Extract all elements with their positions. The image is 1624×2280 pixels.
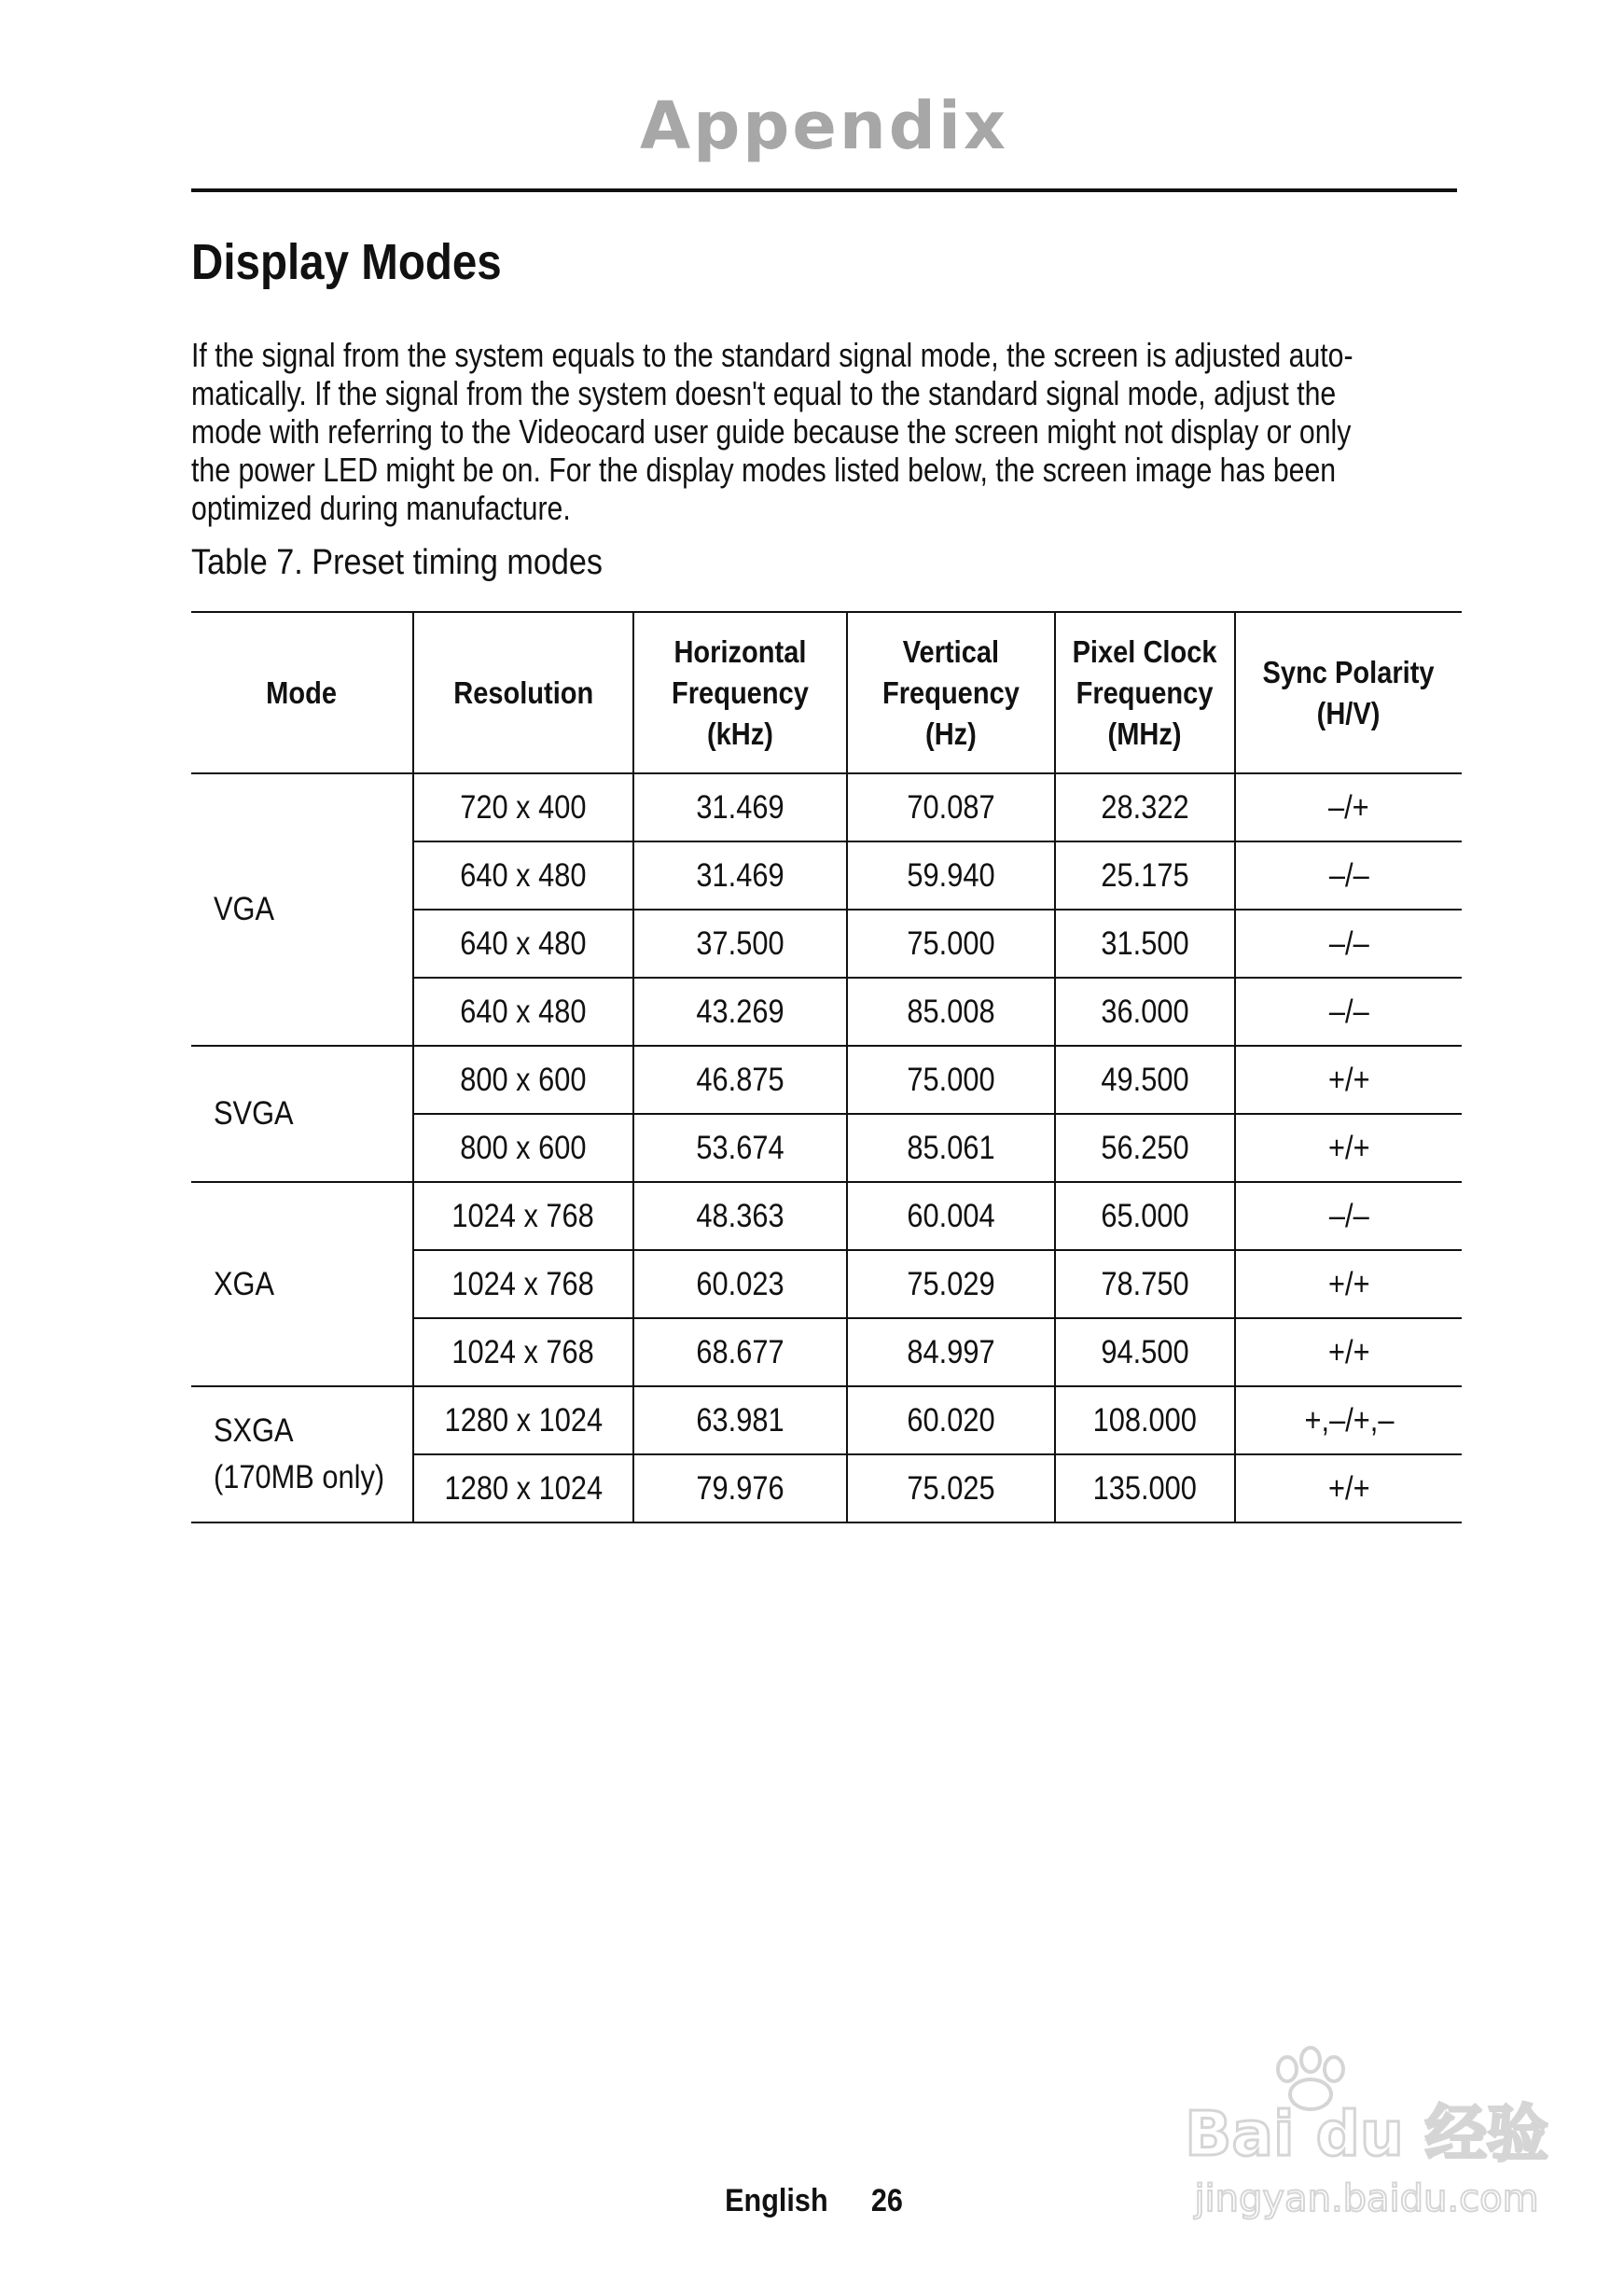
- pixel-clock-cell: [1055, 1182, 1235, 1250]
- cell-value: 800 x 600: [460, 1129, 587, 1166]
- h-frequency-cell: [633, 1318, 847, 1386]
- v-frequency-cell: [847, 841, 1055, 910]
- footer-page-number: 26: [870, 2183, 903, 2218]
- cell-value: 1024 x 768: [451, 1333, 595, 1370]
- cell-value: 78.750: [1101, 1265, 1189, 1302]
- cell-value: +/+: [1327, 1333, 1370, 1370]
- mode-label: SVGA: [214, 1095, 294, 1132]
- table-body: [191, 773, 1462, 1522]
- sync-polarity-cell: [1235, 1386, 1462, 1454]
- section-title: Display Modes: [191, 234, 502, 290]
- pixel-clock-cell: [1055, 978, 1235, 1046]
- cell-value: +/+: [1327, 1129, 1370, 1166]
- cell-value: 85.061: [907, 1129, 995, 1166]
- header-sync-polarity: [1235, 612, 1462, 773]
- intro-line: matically. If the signal from the system doesn't equal to the standard signal mode, adjust the: [191, 374, 1337, 412]
- sync-polarity-cell: [1235, 841, 1462, 910]
- sync-polarity-cell: [1235, 1114, 1462, 1182]
- resolution-cell: [413, 910, 633, 978]
- cell-value: +,–/+,–: [1304, 1401, 1394, 1439]
- table-row: [191, 1386, 1462, 1454]
- h-frequency-cell: [633, 1046, 847, 1114]
- pixel-clock-cell: [1055, 910, 1235, 978]
- cell-value: –/+: [1328, 788, 1369, 826]
- cell-value: 25.175: [1101, 856, 1189, 894]
- cell-value: 28.322: [1101, 788, 1189, 826]
- watermark-brand: Bai du 经验: [1185, 2098, 1548, 2170]
- cell-value: 640 x 480: [460, 993, 587, 1030]
- v-frequency-cell: [847, 978, 1055, 1046]
- table-row: [191, 773, 1462, 841]
- cell-value: 640 x 480: [460, 925, 587, 962]
- cell-value: 84.997: [907, 1333, 995, 1370]
- resolution-cell: [413, 1046, 633, 1114]
- mode-cell: [191, 1386, 413, 1522]
- header-line: Sync Polarity: [1262, 654, 1436, 689]
- pixel-clock-cell: [1055, 1454, 1235, 1522]
- table-caption: Table 7. Preset timing modes: [191, 543, 604, 582]
- cell-value: 1280 x 1024: [444, 1469, 603, 1507]
- cell-value: 46.875: [696, 1061, 784, 1098]
- baidu-watermark: [1147, 2043, 1586, 2230]
- header-line: (kHz): [706, 716, 773, 751]
- cell-value: 68.677: [696, 1333, 784, 1370]
- intro-line: If the signal from the system equals to the standard signal mode, the screen is adjusted auto-: [191, 336, 1353, 374]
- sync-polarity-cell: [1235, 773, 1462, 841]
- sync-polarity-cell: [1235, 910, 1462, 978]
- intro-line: the power LED might be on. For the display modes listed below, the screen image has been: [191, 451, 1337, 489]
- resolution-cell: [413, 773, 633, 841]
- header-line: Mode: [266, 674, 338, 710]
- v-frequency-cell: [847, 1250, 1055, 1318]
- cell-value: 70.087: [907, 788, 995, 826]
- pixel-clock-cell: [1055, 1114, 1235, 1182]
- watermark-url: jingyan.baidu.com: [1194, 2177, 1539, 2220]
- h-frequency-cell: [633, 1250, 847, 1318]
- cell-value: 75.025: [907, 1469, 995, 1507]
- h-frequency-cell: [633, 1182, 847, 1250]
- intro-paragraph: [191, 336, 1457, 527]
- cell-value: 65.000: [1101, 1197, 1189, 1234]
- intro-line: mode with referring to the Videocard user guide because the screen might not display or only: [191, 412, 1352, 451]
- footer-language: English: [725, 2183, 828, 2218]
- cell-value: 31.469: [696, 788, 784, 826]
- v-frequency-cell: [847, 1386, 1055, 1454]
- v-frequency-cell: [847, 1454, 1055, 1522]
- v-frequency-cell: [847, 1046, 1055, 1114]
- sync-polarity-cell: [1235, 1182, 1462, 1250]
- cell-value: 640 x 480: [460, 856, 587, 894]
- pixel-clock-cell: [1055, 841, 1235, 910]
- h-frequency-cell: [633, 1386, 847, 1454]
- header-line: Frequency: [672, 674, 809, 710]
- table-row: [191, 1046, 1462, 1114]
- mode-cell: [191, 773, 413, 1046]
- preset-timing-table: [191, 611, 1462, 1523]
- header-resolution: [413, 612, 633, 773]
- sync-polarity-cell: [1235, 1318, 1462, 1386]
- resolution-cell: [413, 1386, 633, 1454]
- cell-value: 36.000: [1101, 993, 1189, 1030]
- cell-value: 1280 x 1024: [444, 1401, 603, 1439]
- header-pixel-clock: [1055, 612, 1235, 773]
- cell-value: 1024 x 768: [451, 1197, 595, 1234]
- cell-value: 31.469: [696, 856, 784, 894]
- v-frequency-cell: [847, 773, 1055, 841]
- cell-value: 59.940: [907, 856, 995, 894]
- cell-value: 94.500: [1101, 1333, 1189, 1370]
- mode-label: (170MB only): [214, 1459, 385, 1495]
- resolution-cell: [413, 1250, 633, 1318]
- header-line: (Hz): [925, 716, 977, 751]
- cell-value: 85.008: [907, 993, 995, 1030]
- header-horizontal-frequency: [633, 612, 847, 773]
- cell-value: –/–: [1328, 925, 1369, 962]
- sync-polarity-cell: [1235, 978, 1462, 1046]
- h-frequency-cell: [633, 841, 847, 910]
- mode-cell: [191, 1046, 413, 1182]
- cell-value: 63.981: [696, 1401, 784, 1439]
- h-frequency-cell: [633, 1454, 847, 1522]
- cell-value: 31.500: [1101, 925, 1189, 962]
- mode-label: VGA: [214, 891, 275, 927]
- table-header-row: [191, 612, 1462, 773]
- cell-value: 56.250: [1101, 1129, 1189, 1166]
- pixel-clock-cell: [1055, 1386, 1235, 1454]
- pixel-clock-cell: [1055, 1318, 1235, 1386]
- sync-polarity-cell: [1235, 1046, 1462, 1114]
- header-mode: [191, 612, 413, 773]
- sync-polarity-cell: [1235, 1250, 1462, 1318]
- mode-label: SXGA: [214, 1412, 294, 1449]
- cell-value: –/–: [1328, 1197, 1369, 1234]
- table-row: [191, 1182, 1462, 1250]
- header-line: Horizontal: [673, 633, 807, 669]
- cell-value: 48.363: [696, 1197, 784, 1234]
- pixel-clock-cell: [1055, 1046, 1235, 1114]
- cell-value: 135.000: [1092, 1469, 1198, 1507]
- mode-cell: [191, 1182, 413, 1386]
- header-line: Frequency: [1076, 674, 1214, 710]
- v-frequency-cell: [847, 910, 1055, 978]
- cell-value: –/–: [1328, 993, 1369, 1030]
- header-line: Resolution: [452, 674, 594, 710]
- cell-value: 75.029: [907, 1265, 995, 1302]
- h-frequency-cell: [633, 773, 847, 841]
- pixel-clock-cell: [1055, 773, 1235, 841]
- cell-value: 43.269: [696, 993, 784, 1030]
- cell-value: 60.023: [696, 1265, 784, 1302]
- cell-value: 75.000: [907, 925, 995, 962]
- cell-value: +/+: [1327, 1469, 1370, 1507]
- cell-value: 79.976: [696, 1469, 784, 1507]
- header-line: Vertical: [902, 633, 1000, 669]
- header-line: (H/V): [1317, 695, 1381, 730]
- cell-value: 1024 x 768: [451, 1265, 595, 1302]
- mode-label: XGA: [214, 1265, 275, 1302]
- header-vertical-frequency: [847, 612, 1055, 773]
- v-frequency-cell: [847, 1114, 1055, 1182]
- h-frequency-cell: [633, 910, 847, 978]
- cell-value: 108.000: [1092, 1401, 1198, 1439]
- cell-value: –/–: [1328, 856, 1369, 894]
- resolution-cell: [413, 1318, 633, 1386]
- cell-value: 37.500: [696, 925, 784, 962]
- cell-value: 60.004: [907, 1197, 995, 1234]
- header-line: (MHz): [1107, 716, 1183, 751]
- header-line: Pixel Clock: [1073, 633, 1217, 669]
- cell-value: 53.674: [696, 1129, 784, 1166]
- resolution-cell: [413, 978, 633, 1046]
- v-frequency-cell: [847, 1318, 1055, 1386]
- resolution-cell: [413, 1182, 633, 1250]
- cell-value: 800 x 600: [460, 1061, 587, 1098]
- pixel-clock-cell: [1055, 1250, 1235, 1318]
- header-rule: [191, 188, 1457, 192]
- resolution-cell: [413, 1114, 633, 1182]
- cell-value: 75.000: [907, 1061, 995, 1098]
- resolution-cell: [413, 1454, 633, 1522]
- page-header-title: Appendix: [640, 88, 1008, 164]
- cell-value: 720 x 400: [460, 788, 587, 826]
- cell-value: +/+: [1327, 1265, 1370, 1302]
- resolution-cell: [413, 841, 633, 910]
- cell-value: 60.020: [907, 1401, 995, 1439]
- sync-polarity-cell: [1235, 1454, 1462, 1522]
- v-frequency-cell: [847, 1182, 1055, 1250]
- h-frequency-cell: [633, 1114, 847, 1182]
- intro-line: optimized during manufacture.: [191, 489, 571, 527]
- header-line: Frequency: [882, 674, 1020, 710]
- cell-value: 49.500: [1101, 1061, 1189, 1098]
- cell-value: +/+: [1327, 1061, 1370, 1098]
- h-frequency-cell: [633, 978, 847, 1046]
